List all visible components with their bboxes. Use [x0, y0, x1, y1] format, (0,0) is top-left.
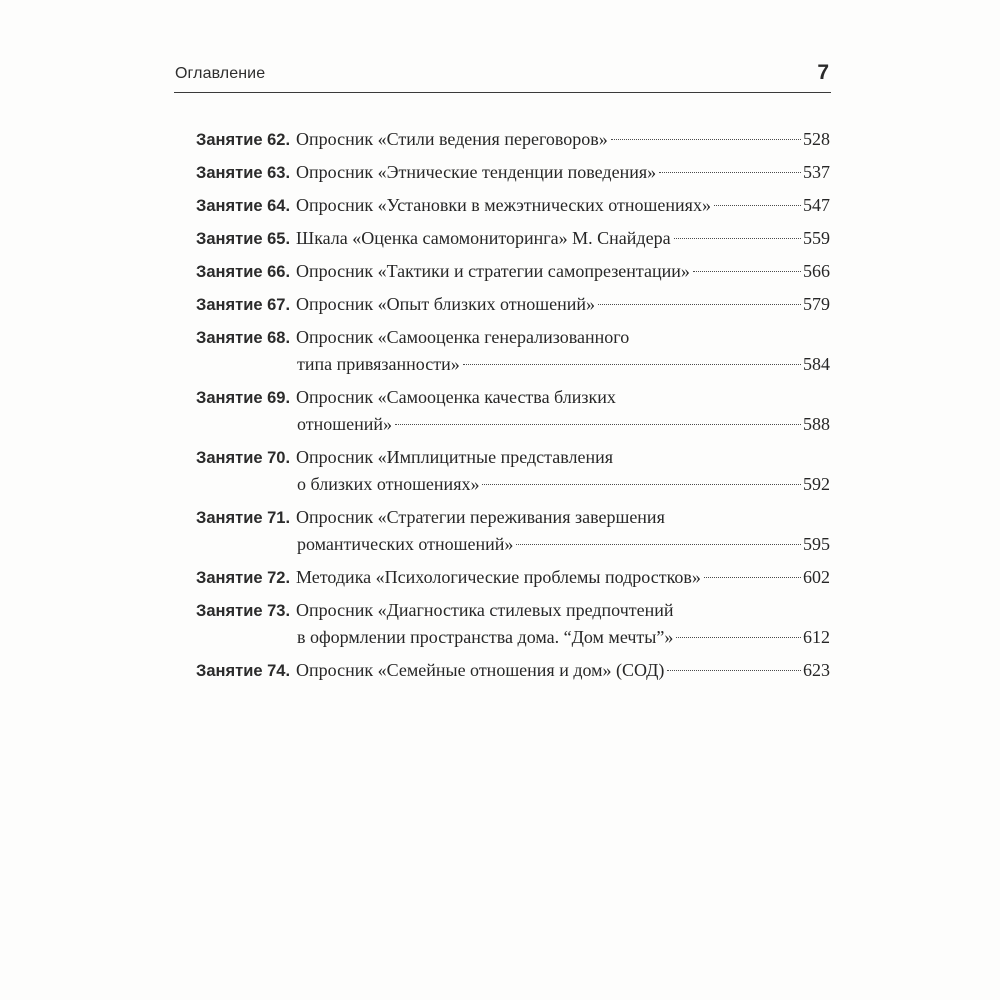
- dot-leader: [611, 139, 801, 140]
- toc-entry-title: Шкала «Оценка самомониторинга» М. Снайдера: [296, 228, 671, 248]
- toc-entry-label: Занятие 65.: [196, 230, 291, 248]
- toc-entry[interactable]: [196, 159, 830, 192]
- toc-entry-title: Опросник «Опыт близких отношений»: [296, 294, 596, 314]
- toc-entry-label: Занятие 62.: [196, 131, 291, 149]
- toc-entry-title: Опросник «Стили ведения переговоров»: [296, 129, 608, 149]
- dot-leader: [516, 544, 801, 545]
- toc-line: [196, 291, 830, 324]
- header-title: Оглавление: [175, 65, 266, 82]
- toc-entry-label: Занятие 64.: [196, 197, 291, 215]
- toc-line: [196, 351, 830, 382]
- toc-line: [196, 471, 830, 502]
- toc-page-number: 588: [803, 414, 830, 434]
- toc-entry[interactable]: [196, 597, 830, 655]
- toc-entry-title: Опросник «Имплицитные представления: [296, 447, 613, 467]
- dot-leader: [714, 205, 801, 206]
- dot-leader: [482, 484, 801, 485]
- toc-line: [196, 258, 830, 291]
- toc-entry-label: Занятие 68.: [196, 329, 291, 347]
- toc-line: [196, 324, 830, 351]
- toc-page-number: 579: [803, 294, 830, 314]
- dot-leader: [598, 304, 801, 305]
- dot-leader: [674, 238, 801, 239]
- running-header: [174, 62, 831, 93]
- toc-line: [196, 444, 830, 471]
- toc-entry-label: Занятие 70.: [196, 449, 291, 467]
- toc-entry[interactable]: [196, 657, 830, 690]
- toc-entry[interactable]: [196, 564, 830, 597]
- toc-entry[interactable]: [196, 444, 830, 502]
- toc-entry-title: о близких отношениях»: [297, 474, 480, 494]
- toc-page-number: 602: [803, 567, 830, 587]
- toc-entry[interactable]: [196, 324, 830, 382]
- toc-line: [196, 411, 830, 442]
- toc-entry-label: Занятие 63.: [196, 164, 291, 182]
- toc-line: [196, 657, 830, 690]
- toc-line: [196, 192, 830, 225]
- dot-leader: [395, 424, 801, 425]
- toc-entry-title: Опросник «Этнические тенденции поведения»: [296, 162, 657, 182]
- toc-entry-title: Опросник «Самооценка генерализованного: [296, 327, 630, 347]
- toc-entry-label: Занятие 73.: [196, 602, 291, 620]
- toc-entry-title: Опросник «Стратегии переживания завершения: [296, 507, 665, 527]
- toc-page-number: 584: [803, 354, 830, 374]
- toc-entry-title: Опросник «Самооценка качества близких: [296, 387, 616, 407]
- toc-entry[interactable]: [196, 192, 830, 225]
- toc-entry[interactable]: [196, 504, 830, 562]
- toc-page-number: 566: [803, 261, 830, 281]
- dot-leader: [693, 271, 801, 272]
- toc-page-number: 612: [803, 627, 830, 647]
- toc-entry-label: Занятие 66.: [196, 263, 291, 281]
- toc-line: [196, 504, 830, 531]
- toc-line: [196, 126, 830, 159]
- dot-leader: [463, 364, 801, 365]
- toc-page-number: 528: [803, 129, 830, 149]
- dot-leader: [704, 577, 801, 578]
- toc-page-number: 547: [803, 195, 830, 215]
- toc-entry-title: Методика «Психологические проблемы подростков»: [296, 567, 701, 587]
- toc-entry[interactable]: [196, 291, 830, 324]
- table-of-contents: [196, 126, 830, 690]
- toc-entry-label: Занятие 71.: [196, 509, 291, 527]
- toc-page-number: 537: [803, 162, 830, 182]
- toc-page-number: 592: [803, 474, 830, 494]
- toc-entry[interactable]: [196, 225, 830, 258]
- toc-entry-title: Опросник «Семейные отношения и дом» (СОД): [296, 660, 665, 680]
- toc-entry-label: Занятие 72.: [196, 569, 291, 587]
- toc-entry-title: Опросник «Диагностика стилевых предпочтений: [296, 600, 674, 620]
- toc-entry[interactable]: [196, 258, 830, 291]
- toc-line: [196, 564, 830, 597]
- toc-entry-label: Занятие 69.: [196, 389, 291, 407]
- toc-entry[interactable]: [196, 384, 830, 442]
- toc-entry-label: Занятие 67.: [196, 296, 291, 314]
- toc-entry-title: Опросник «Установки в межэтнических отношениях»: [296, 195, 711, 215]
- toc-line: [196, 159, 830, 192]
- dot-leader: [659, 172, 801, 173]
- toc-entry-title: Опросник «Тактики и стратегии самопрезентации»: [296, 261, 690, 281]
- toc-line: [196, 531, 830, 562]
- toc-entry[interactable]: [196, 126, 830, 159]
- toc-entry-label: Занятие 74.: [196, 662, 291, 680]
- header-page-number: 7: [817, 61, 829, 84]
- toc-entry-title: в оформлении пространства дома. “Дом мечты”»: [297, 627, 674, 647]
- toc-page-number: 623: [803, 660, 830, 680]
- toc-entry-title: типа привязанности»: [297, 354, 460, 374]
- toc-line: [196, 624, 830, 655]
- toc-entry-title: отношений»: [297, 414, 393, 434]
- toc-line: [196, 384, 830, 411]
- toc-page-number: 559: [803, 228, 830, 248]
- dot-leader: [667, 670, 801, 671]
- toc-line: [196, 597, 830, 624]
- toc-page-number: 595: [803, 534, 830, 554]
- dot-leader: [676, 637, 801, 638]
- toc-line: [196, 225, 830, 258]
- toc-entry-title: романтических отношений»: [297, 534, 514, 554]
